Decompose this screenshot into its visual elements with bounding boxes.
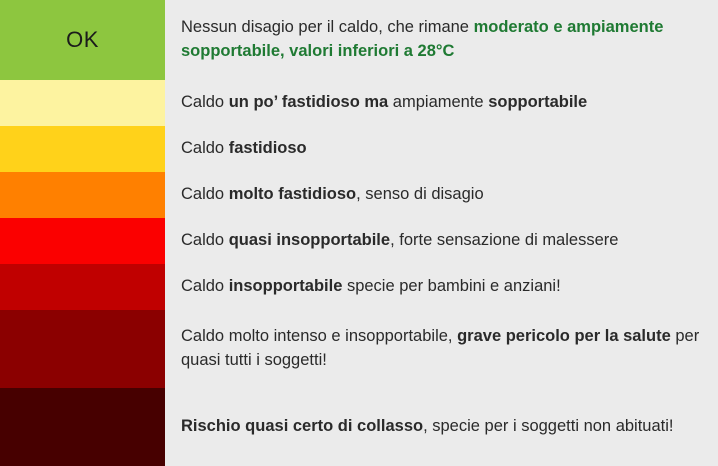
legend-description-segment: ampiamente <box>388 93 489 112</box>
legend-color-swatch <box>0 0 165 80</box>
legend-description-segment: Caldo <box>181 231 229 250</box>
legend-description <box>165 172 718 218</box>
legend-description-segment: Caldo <box>181 185 229 204</box>
legend-description-segment: grave pericolo per la salute <box>457 327 671 346</box>
legend-description <box>165 310 718 388</box>
legend-color-swatch-cell <box>0 172 165 218</box>
legend-swatch-label: OK <box>66 27 99 52</box>
legend-row <box>0 172 718 218</box>
legend-description <box>165 218 718 264</box>
legend-row <box>0 80 718 126</box>
legend-row <box>0 388 718 466</box>
legend-description <box>165 0 718 80</box>
legend-color-swatch-cell <box>0 264 165 310</box>
legend-description-segment: Nessun disagio per il caldo, che rimane <box>181 18 474 37</box>
legend-color-swatch-cell <box>0 388 165 466</box>
legend-description <box>165 264 718 310</box>
legend-description-segment: , senso di disagio <box>356 185 484 204</box>
legend-description-segment: Rischio quasi certo di collasso <box>181 417 424 436</box>
legend-color-swatch <box>0 80 165 126</box>
legend-description-segment: fastidioso <box>228 139 307 158</box>
legend-row <box>0 310 718 388</box>
legend-color-swatch-cell <box>0 126 165 172</box>
legend-color-swatch <box>0 218 165 264</box>
legend-description-segment: insopportabile <box>228 277 343 296</box>
legend-description-segment: specie per bambini e anziani! <box>342 277 561 296</box>
legend-description-segment: , specie per i soggetti non abituati! <box>423 417 674 436</box>
legend-color-swatch-cell <box>0 218 165 264</box>
legend-row <box>0 218 718 264</box>
legend-color-swatch <box>0 264 165 310</box>
legend-color-swatch <box>0 126 165 172</box>
legend-description-segment: sopportabile <box>488 93 588 112</box>
legend-description-segment: moderato e ampiamente sopportabile, valori inferiori a 28°C <box>181 18 664 60</box>
legend-color-swatch-cell <box>0 80 165 126</box>
legend-description-segment: un po’ fastidioso ma <box>228 93 389 112</box>
legend-description-segment: Caldo molto intenso e insopportabile, <box>181 327 458 346</box>
legend-row <box>0 264 718 310</box>
legend-description-segment: per quasi tutti i soggetti! <box>181 327 700 369</box>
legend-description-segment: Caldo <box>181 139 229 158</box>
legend-color-swatch <box>0 388 165 466</box>
legend-color-swatch-cell <box>0 0 165 80</box>
legend-description <box>165 388 718 466</box>
legend-color-swatch <box>0 172 165 218</box>
legend-row <box>0 0 718 80</box>
legend-description-segment: molto fastidioso <box>228 185 357 204</box>
legend-color-swatch <box>0 310 165 388</box>
legend-description <box>165 80 718 126</box>
legend-description-segment: Caldo <box>181 93 229 112</box>
legend-description-segment: , forte sensazione di malessere <box>390 231 619 250</box>
legend-color-swatch-cell <box>0 310 165 388</box>
legend-description-segment: Caldo <box>181 277 229 296</box>
legend-description-segment: quasi insopportabile <box>228 231 391 250</box>
legend-description <box>165 126 718 172</box>
legend-row <box>0 126 718 172</box>
